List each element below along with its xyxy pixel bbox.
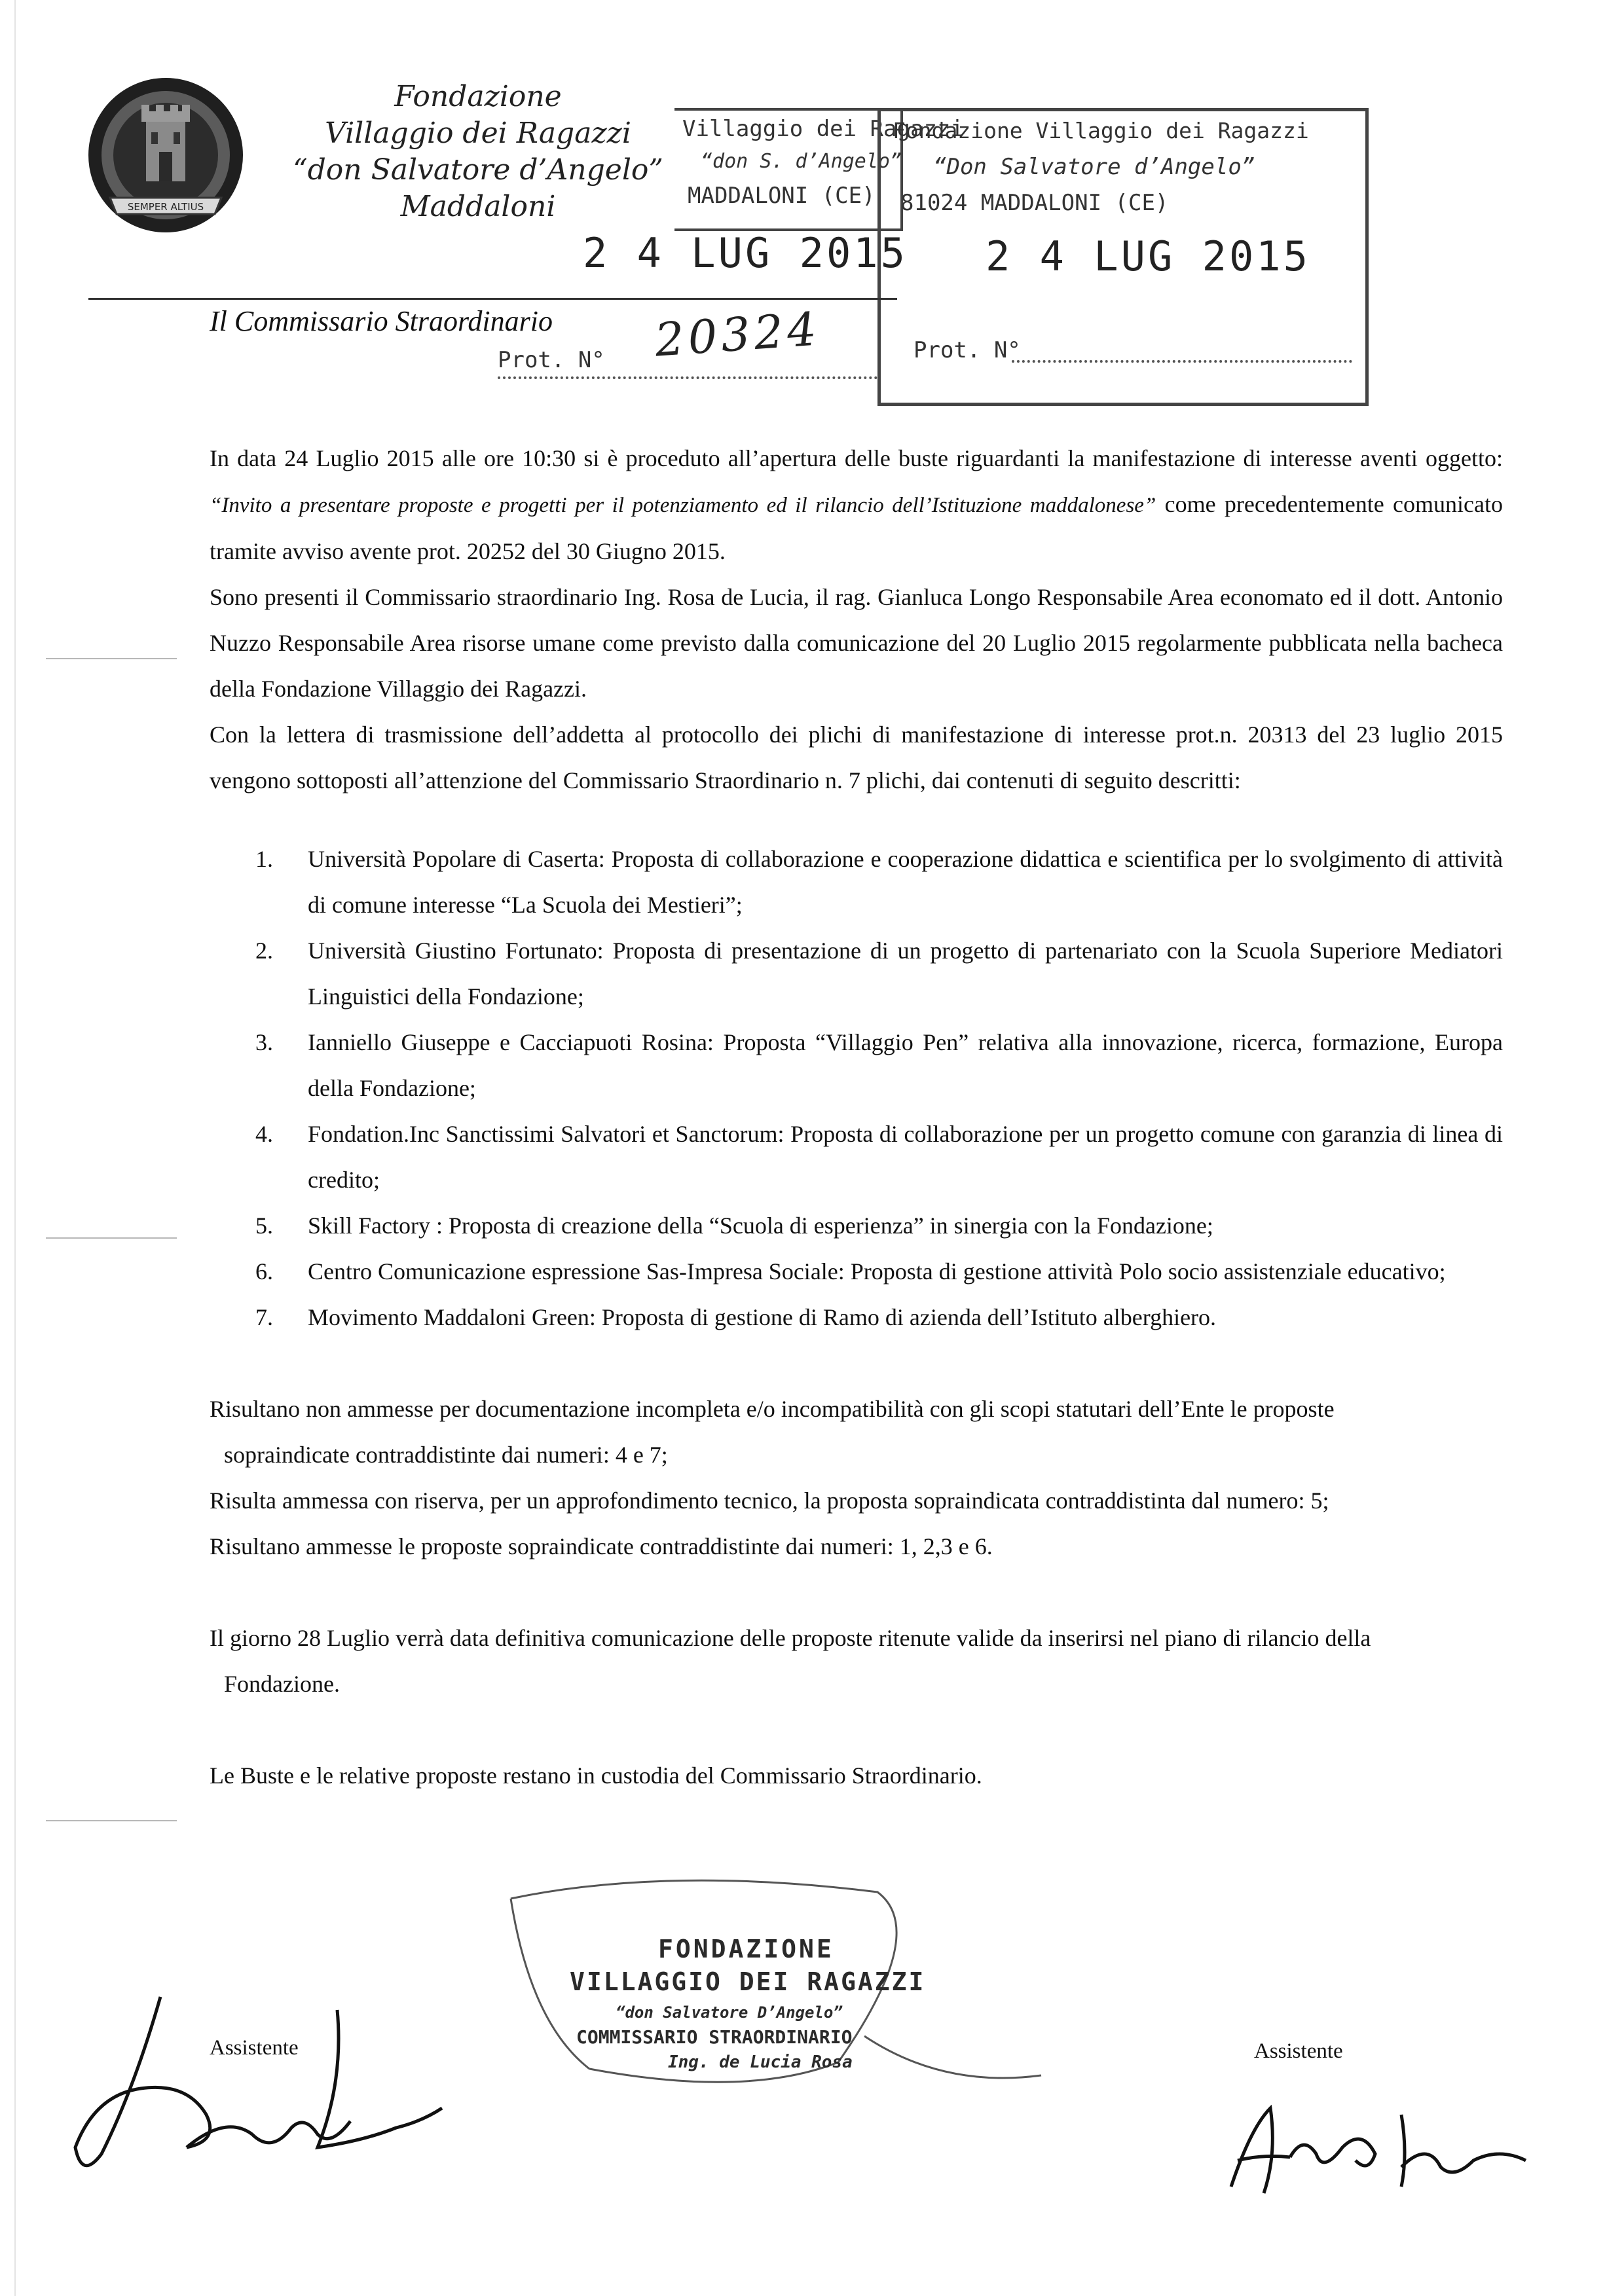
reception-stamp-right	[877, 108, 1369, 406]
final-communication-line: Fondazione.	[224, 1671, 340, 1697]
foundation-name-line: “don Salvatore d’Angelo”	[293, 153, 663, 187]
list-item-number: 6.	[255, 1258, 273, 1285]
list-item-text: Centro Comunicazione espressione Sas-Impresa Sociale: Proposta di gestione attività Polo socio assistenziale educativo;	[308, 1258, 1446, 1285]
foundation-city-line: Maddaloni	[400, 190, 556, 223]
stamp-line: “don S. d’Angelo”	[701, 150, 902, 173]
outcome-line: sopraindicate contraddistinte dai numeri: 4 e 7;	[224, 1442, 668, 1468]
list-item-number: 4.	[255, 1121, 273, 1147]
scan-mark	[46, 658, 177, 659]
signature-right	[1211, 2088, 1539, 2206]
dotted-line	[498, 376, 877, 379]
proposal-list	[210, 836, 1503, 1340]
list-item	[210, 1203, 1503, 1248]
stamp-date-left: 2 4 LUG 2015	[583, 229, 908, 277]
assistant-label-left: Assistente	[210, 2036, 299, 2060]
list-item-text: Ianniello Giuseppe e Cacciapuoti Rosina: Proposta “Villaggio Pen” relativa alla innovazione, ricerca, formazione, Europa della Fondazione;	[308, 1029, 1503, 1101]
foundation-name-line: Fondazione	[394, 80, 562, 113]
stamp-line: Villaggio dei Ragazzi	[682, 116, 964, 142]
foundation-name-line: Villaggio dei Ragazzi	[325, 117, 631, 150]
list-item-number: 2.	[255, 938, 273, 964]
document-body	[210, 435, 1503, 1798]
list-item-text: Skill Factory : Proposta di creazione della “Scuola di esperienza” in sinergia con la Fondazione;	[308, 1212, 1213, 1239]
scan-mark	[46, 1237, 177, 1239]
outcome-line: Risultano non ammesse per documentazione incompleta e/o incompatibilità con gli scopi statutari dell’Ente le proposte	[210, 1396, 1335, 1422]
header-rule	[88, 298, 897, 300]
list-item	[210, 1294, 1503, 1340]
final-communication-line: Il giorno 28 Luglio verrà data definitiva comunicazione delle proposte ritenute valide da inserirsi nel piano di rilancio della	[210, 1625, 1371, 1651]
outcome-line: Risultano ammesse le proposte sopraindicate contraddistinte dai numeri: 1, 2,3 e 6.	[210, 1533, 993, 1559]
attendees-paragraph: Sono presenti il Commissario straordinario Ing. Rosa de Lucia, il rag. Gianluca Longo Responsabile Area economato ed il dott. Antonio Nuzzo Responsabile Area risorse umane come previsto dalla comunicazione del 20 Luglio 2015 regolarmente pubblicata nella bacheca della Fondazione Villaggio dei Ragazzi.	[210, 584, 1503, 702]
list-item	[210, 928, 1503, 1019]
list-item	[210, 836, 1503, 928]
list-item-text: Movimento Maddaloni Green: Proposta di gestione di Ramo di azienda dell’Istituto alberghiero.	[308, 1304, 1217, 1330]
intro-text: In data 24 Luglio 2015 alle ore 10:30 si è proceduto all’apertura delle buste riguardanti la manifestazione di interesse aventi oggetto:	[210, 445, 1503, 471]
custody-note: Le Buste e le relative proposte restano in custodia del Commissario Straordinario.	[210, 1762, 982, 1789]
intro-paragraph	[210, 435, 1503, 574]
commissioner-stamp	[471, 1872, 1048, 2121]
transmission-paragraph: Con la lettera di trasmissione dell’addetta al protocollo dei plichi di manifestazione di interesse prot.n. 20313 del 23 luglio 2015 vengono sottoposti all’attenzione del Commissario Straordinario n. 7 plichi, dai contenuti di seguito descritti:	[210, 721, 1503, 793]
stamp-line: “don Salvatore D’Angelo”	[616, 2003, 843, 2022]
list-item-number: 5.	[255, 1212, 273, 1239]
list-item-number: 1.	[255, 846, 273, 872]
stamp-outline	[471, 1872, 1048, 2121]
intro-text: come precedentemente comunicato tramite avviso avente prot. 20252 del 30 Giugno 2015.	[210, 491, 1503, 564]
list-item-number: 3.	[255, 1029, 273, 1055]
stamp-line: 81024 MADDALONI (CE)	[900, 190, 1169, 216]
list-item	[210, 1019, 1503, 1111]
seal-motto: SEMPER ALTIUS	[127, 201, 204, 213]
list-item-number: 7.	[255, 1304, 273, 1330]
scan-mark	[46, 1820, 177, 1821]
list-item-text: Università Popolare di Caserta: Proposta di collaborazione e cooperazione didattica e scientifica per lo svolgimento di attività di comune interesse “La Scuola dei Mestieri”;	[308, 846, 1503, 918]
page-edge	[14, 0, 16, 2296]
prot-label-left: Prot. N°	[498, 347, 605, 373]
stamp-line: COMMISSARIO STRAORDINARIO	[576, 2026, 853, 2048]
list-item	[210, 1111, 1503, 1203]
castle-seal-icon	[84, 73, 248, 237]
list-item-text: Fondation.Inc Sanctissimi Salvatori et Sanctorum: Proposta di collaborazione per un progetto comune con garanzia di linea di credito;	[308, 1121, 1503, 1193]
outcome-line: Risulta ammessa con riserva, per un approfondimento tecnico, la proposta sopraindicata contraddistinta dal numero: 5;	[210, 1487, 1329, 1514]
stamp-date-right: 2 4 LUG 2015	[986, 232, 1310, 280]
subject-quote: “Invito a presentare proposte e progetti per il potenziamento ed il rilancio dell’Istituzione maddalonese”	[210, 494, 1156, 517]
stamp-line: VILLAGGIO DEI RAGAZZI	[570, 1967, 926, 1996]
prot-label-right: Prot. N°	[913, 337, 1021, 363]
signature-left	[56, 1984, 462, 2180]
foundation-header	[275, 79, 681, 225]
list-item-text: Università Giustino Fortunato: Proposta di presentazione di un progetto di partenariato con la Scuola Superiore Mediatori Linguistici della Fondazione;	[308, 938, 1503, 1010]
protocol-number: 20324	[653, 302, 822, 367]
assistant-label-right: Assistente	[1254, 2039, 1343, 2063]
stamp-line: Fondazione Villaggio dei Ragazzi	[893, 118, 1309, 143]
role-title: Il Commissario Straordinario	[210, 305, 553, 337]
stamp-line: MADDALONI (CE)	[688, 183, 876, 209]
list-item	[210, 1248, 1503, 1294]
dotted-line	[1012, 360, 1352, 363]
stamp-line: “Don Salvatore d’Angelo”	[933, 154, 1255, 180]
reception-stamp-left	[674, 108, 964, 231]
stamp-line: FONDAZIONE	[658, 1935, 834, 1963]
stamp-line: Ing. de Lucia Rosa	[668, 2052, 853, 2072]
